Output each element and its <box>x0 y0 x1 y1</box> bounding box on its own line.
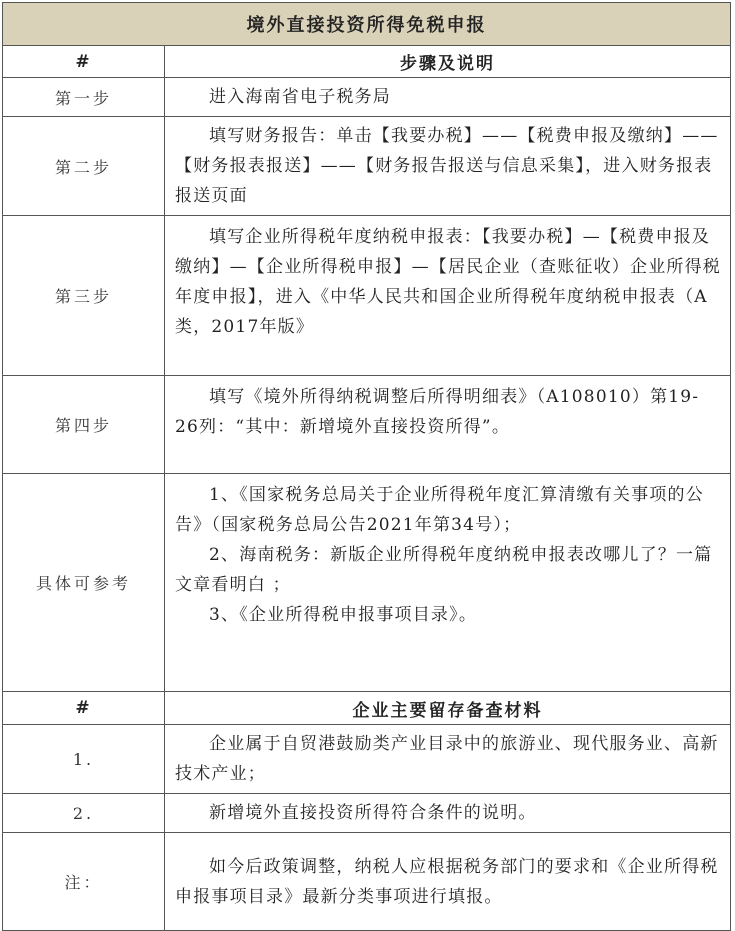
reference-content <box>165 474 731 692</box>
step-text: 填写财务报告：单击【我要办税】——【税费申报及缴纳】——【财务报表报送】——【财务报告报送与信息采集】，进入财务报表报送页面 <box>175 126 719 206</box>
note-content <box>165 833 731 931</box>
step-text: 填写企业所得税年度纳税申报表：【我要办税】—【税费申报及缴纳】—【企业所得税申报】—【居民企业（查账征收）企业所得税年度申报】，进入《中华人民共和国企业所得税年度纳税申报表（A类，2017年版》 <box>175 227 721 337</box>
step-label: 第一步 <box>3 78 165 117</box>
reference-item: 3、《企业所得税申报事项目录》。 <box>209 605 478 625</box>
reference-item: 2、海南税务：新版企业所得税年度纳税申报表改哪儿了？一篇文章看明白 ； <box>175 545 713 595</box>
tax-filing-table <box>2 2 731 931</box>
title-row <box>3 3 731 46</box>
step-text: 进入海南省电子税务局 <box>209 87 391 107</box>
materials-header-row <box>3 692 731 725</box>
material-text: 企业属于自贸港鼓励类产业目录中的旅游业、现代服务业、高新技术产业； <box>175 734 719 784</box>
step-row-4 <box>3 376 731 474</box>
note-text: 如今后政策调整，纳税人应根据税务部门的要求和《企业所得税申报事项目录》最新分类事项进行填报。 <box>175 856 719 907</box>
reference-row <box>3 474 731 692</box>
material-text: 新增境外直接投资所得符合条件的说明。 <box>209 803 537 823</box>
material-row-2 <box>3 794 731 833</box>
note-label: 注： <box>3 833 165 931</box>
table-title: 境外直接投资所得免税申报 <box>3 3 731 46</box>
step-row-2 <box>3 117 731 216</box>
materials-header-title: 企业主要留存备查材料 <box>165 692 731 725</box>
step-text: 填写《境外所得纳税调整后所得明细表》（A108010）第19-26列：“其中：新增境外直接投资所得”。 <box>175 387 700 437</box>
steps-header-num: # <box>3 46 165 78</box>
step-content <box>165 376 731 474</box>
steps-header-title: 步骤及说明 <box>165 46 731 78</box>
step-label: 第三步 <box>3 216 165 376</box>
material-label: 1. <box>3 725 165 794</box>
materials-header-num: # <box>3 692 165 725</box>
material-label: 2. <box>3 794 165 833</box>
step-content <box>165 216 731 376</box>
steps-header-row <box>3 46 731 78</box>
step-label: 第二步 <box>3 117 165 216</box>
reference-label: 具体可参考 <box>3 474 165 692</box>
material-content <box>165 794 731 833</box>
step-content <box>165 117 731 216</box>
material-content <box>165 725 731 794</box>
step-label: 第四步 <box>3 376 165 474</box>
step-row-3 <box>3 216 731 376</box>
reference-item: 1、《国家税务总局关于企业所得税年度汇算清缴有关事项的公告》（国家税务总局公告2021年第34号）； <box>175 485 704 535</box>
material-row-1 <box>3 725 731 794</box>
step-row-1 <box>3 78 731 117</box>
note-row <box>3 833 731 931</box>
step-content <box>165 78 731 117</box>
